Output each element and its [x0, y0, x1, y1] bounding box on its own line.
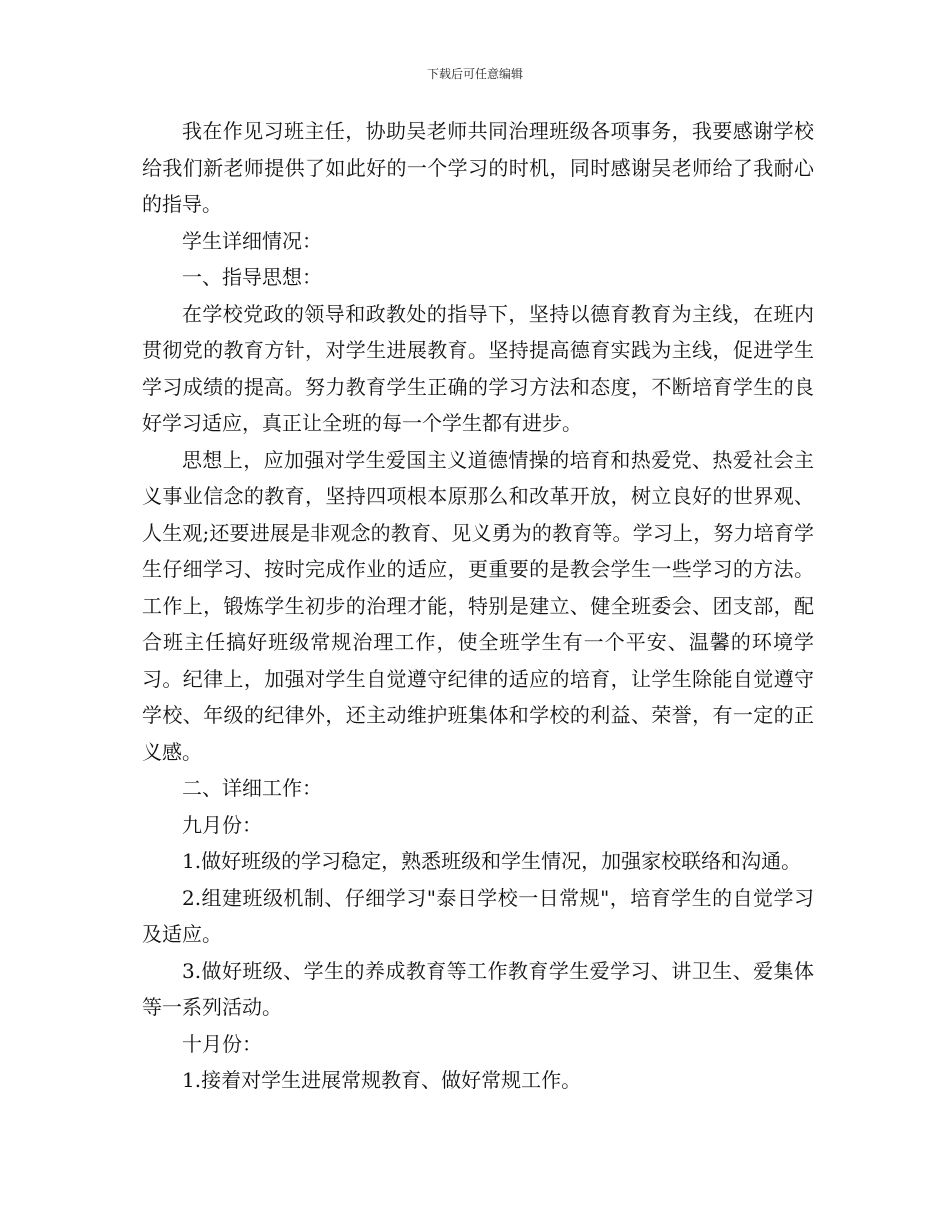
heading-guiding-thought: 一、指导思想：: [182, 265, 322, 289]
paragraph-intro: 我在作见习班主任，协助吴老师共同治理班级各项事务，我要感谢学校给我们新老师提供了如此好的一个学习的时机，同时感谢吴老师给了我耐心的指导。: [142, 119, 814, 216]
page-header: 下载后可任意编辑: [426, 67, 523, 81]
list-item-october-1: 1.接着对学生进展常规教育、做好常规工作。: [182, 1068, 582, 1092]
heading-detailed-work: 二、详细工作：: [182, 776, 322, 800]
heading-student-situation: 学生详细情况：: [182, 228, 322, 253]
document-body: [142, 113, 814, 1099]
list-item-september-3: 3.做好班级、学生的养成教育等工作教育学生爱学习、讲卫生、爱集体等一系列活动。: [142, 958, 814, 1019]
list-item-september-1: 1.做好班级的学习稳定，熟悉班级和学生情况，加强家校联络和沟通。: [182, 849, 802, 873]
heading-september: 九月份：: [182, 812, 262, 837]
paragraph-guiding-thought: 在学校党政的领导和政教处的指导下，坚持以德育教育为主线，在班内贯彻党的教育方针，对学生进展教育。坚持提高德育实践为主线，促进学生学习成绩的提高。努力教育学生正确的学习方法和态度，不断培育学生的良好学习适应，真正让全班的每一个学生都有进步。: [142, 301, 814, 435]
heading-october: 十月份：: [182, 1031, 262, 1056]
list-item-september-2: 2.组建班级机制、仔细学习"泰日学校一日常规"，培育学生的自觉学习及适应。: [142, 885, 814, 946]
paragraph-ideology: 思想上，应加强对学生爱国主义道德情操的培育和热爱党、热爱社会主义事业信念的教育，坚持四项根本原那么和改革开放，树立良好的世界观、人生观;还要进展是非观念的教育、见义勇为的教育等。学习上，努力培育学生仔细学习、按时完成作业的适应，更重要的是教会学生一些学习的方法。工作上，锻炼学生初步的治理才能，特别是建立、健全班委会、团支部，配合班主任搞好班级常规治理工作，使全班学生有一个平安、温馨的环境学习。纪律上，加强对学生自觉遵守纪律的适应的培育，让学生除能自觉遵守学校、年级的纪律外，还主动维护班集体和学校的利益、荣誉，有一定的正义感。: [142, 447, 814, 764]
